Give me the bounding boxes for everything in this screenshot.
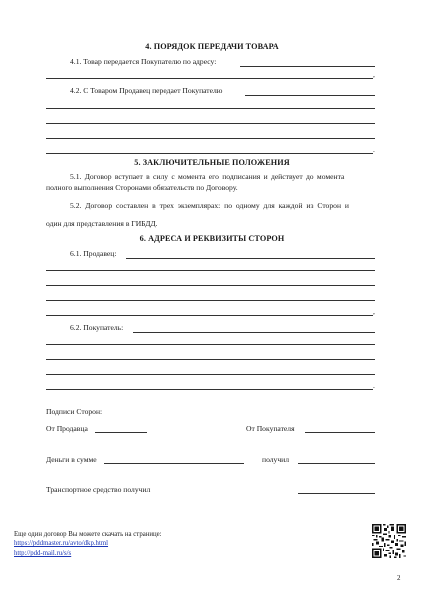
- buyer-label: 6.2. Покупатель:: [70, 323, 124, 332]
- footer-link-1[interactable]: https://pddmaster.ru/avto/dkp.html: [14, 540, 109, 547]
- section-4-title: 4. ПОРЯДОК ПЕРЕДАЧИ ТОВАРА: [145, 42, 279, 51]
- blank-line: [46, 285, 375, 286]
- blank-line: [46, 108, 375, 109]
- section-6-title: 6. АДРЕСА И РЕКВИЗИТЫ СТОРОН: [139, 234, 285, 243]
- seller-signature-line: [95, 432, 147, 433]
- clause-4-2-text: 4.2. С Товаром Продавец передает Покупателю: [70, 86, 223, 95]
- clause-4-1-line: [240, 66, 375, 67]
- page-number: 2: [397, 574, 401, 582]
- vehicle-received-signature-line: [298, 493, 375, 494]
- clause-4-1-text: 4.1. Товар передается Покупателю по адресу:: [70, 57, 217, 66]
- blank-line: [46, 374, 375, 375]
- money-label: Деньги в сумме: [46, 455, 97, 464]
- period-mark: .: [373, 381, 375, 390]
- blank-line: [46, 389, 373, 390]
- footer-note: Еще один договор Вы можете скачать на странице:: [14, 531, 162, 538]
- blank-line: [46, 270, 375, 271]
- clause-4-2-line: [245, 95, 375, 96]
- clause-5-1-line2: полного выполнения Сторонами обязательств по Договору.: [46, 183, 238, 192]
- blank-line: [46, 123, 375, 124]
- comma-mark: ,: [373, 307, 375, 316]
- footer-link-2[interactable]: http://pdd-mail.ru/s/s: [14, 550, 72, 557]
- vehicle-received-label: Транспортное средство получил: [46, 485, 151, 494]
- clause-5-2-line1: 5.2. Договор составлен в трех экземплярах: по одному для каждой из Сторон и: [70, 201, 349, 210]
- comma-mark: ,: [373, 70, 375, 79]
- buyer-signature-line: [305, 432, 375, 433]
- blank-line: [46, 78, 373, 79]
- clause-5-2-line2: один для представления в ГИБДД.: [46, 219, 158, 228]
- clause-5-1-line1: 5.1. Договор вступает в силу с момента его подписания и действует до момента: [70, 172, 345, 181]
- period-mark: .: [373, 145, 375, 154]
- blank-line: [46, 153, 373, 154]
- blank-line: [46, 300, 375, 301]
- money-amount-line: [104, 463, 244, 464]
- seller-label: 6.1. Продавец:: [70, 249, 117, 258]
- blank-line: [46, 359, 375, 360]
- from-seller-label: От Продавца: [46, 424, 88, 433]
- section-5-title: 5. ЗАКЛЮЧИТЕЛЬНЫЕ ПОЛОЖЕНИЯ: [134, 158, 290, 167]
- blank-line: [46, 138, 375, 139]
- blank-line: [46, 344, 375, 345]
- signatures-heading: Подписи Сторон:: [46, 407, 103, 416]
- money-received-signature-line: [298, 463, 375, 464]
- seller-line: [126, 258, 375, 259]
- money-received-label: получил: [262, 455, 290, 464]
- blank-line: [46, 315, 373, 316]
- buyer-line: [133, 332, 375, 333]
- from-buyer-label: От Покупателя: [246, 424, 295, 433]
- qr-code-icon: [372, 524, 406, 558]
